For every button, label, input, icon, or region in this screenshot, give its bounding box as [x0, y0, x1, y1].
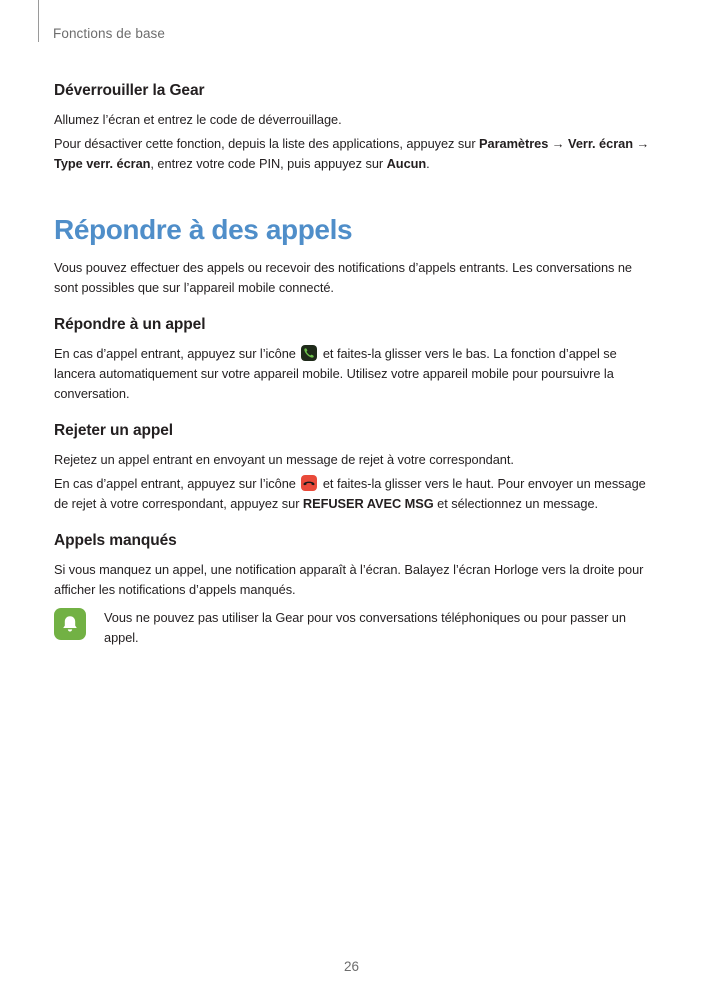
- unlock-heading: Déverrouiller la Gear: [54, 82, 205, 99]
- reject-paragraph-1: Rejetez un appel entrant en envoyant un message de rejet à votre correspondant.: [54, 452, 514, 467]
- reject-call-icon: [301, 475, 317, 491]
- unlock-paragraph-2: Pour désactiver cette fonction, depuis la liste des applications, appuyez sur Paramètres → Verr. écran → Type verr. écran, entrez votre code PIN, puis appuyez sur Aucun.: [54, 136, 650, 171]
- answer-call-icon: [301, 345, 317, 361]
- reject-section: [54, 422, 652, 514]
- bell-icon: [54, 608, 86, 640]
- answer-paragraph: En cas d’appel entrant, appuyez sur l’icône et faites-la glisser vers le bas. La fonction d’appel se lancera automatiquement sur votre appareil mobile. Utilisez votre appareil mobile pour poursuivre la conversation.: [54, 346, 617, 401]
- missed-section: [54, 532, 652, 600]
- header-divider: [38, 0, 39, 42]
- missed-heading: Appels manqués: [54, 532, 177, 549]
- running-header: Fonctions de base: [53, 26, 166, 41]
- reject-paragraph-2: En cas d’appel entrant, appuyez sur l’icône et faites-la glisser vers le haut. Pour envoyer un message de rejet à votre correspondant, appuyez sur REFUSER AVEC MSG et sélectionnez un message.: [54, 476, 646, 511]
- answer-heading: Répondre à un appel: [54, 316, 206, 333]
- note-block: [54, 608, 652, 652]
- unlock-paragraph-1: Allumez l’écran et entrez le code de déverrouillage.: [54, 112, 342, 127]
- reject-with-message-term: REFUSER AVEC MSG: [302, 496, 434, 511]
- settings-term: Paramètres: [479, 136, 549, 151]
- screen-lock-term: Verr. écran: [568, 136, 633, 151]
- page-content: [54, 82, 652, 652]
- section-title: Répondre à des appels: [54, 214, 353, 245]
- reject-heading: Rejeter un appel: [54, 422, 173, 439]
- calls-intro: Vous pouvez effectuer des appels ou recevoir des notifications d’appels entrants. Les conversations ne sont possibles que sur l’appareil mobile connecté.: [54, 260, 632, 295]
- page-number: 26: [343, 959, 360, 974]
- missed-paragraph: Si vous manquez un appel, une notification apparaît à l’écran. Balayez l’écran Horloge vers la droite pour afficher les notifications d’appels manqués.: [54, 562, 644, 597]
- answer-section: [54, 316, 652, 404]
- none-term: Aucun: [386, 156, 427, 171]
- lock-type-term: Type verr. écran: [54, 156, 151, 171]
- note-text: Vous ne pouvez pas utiliser la Gear pour vos conversations téléphoniques ou pour passer un appel.: [104, 610, 626, 645]
